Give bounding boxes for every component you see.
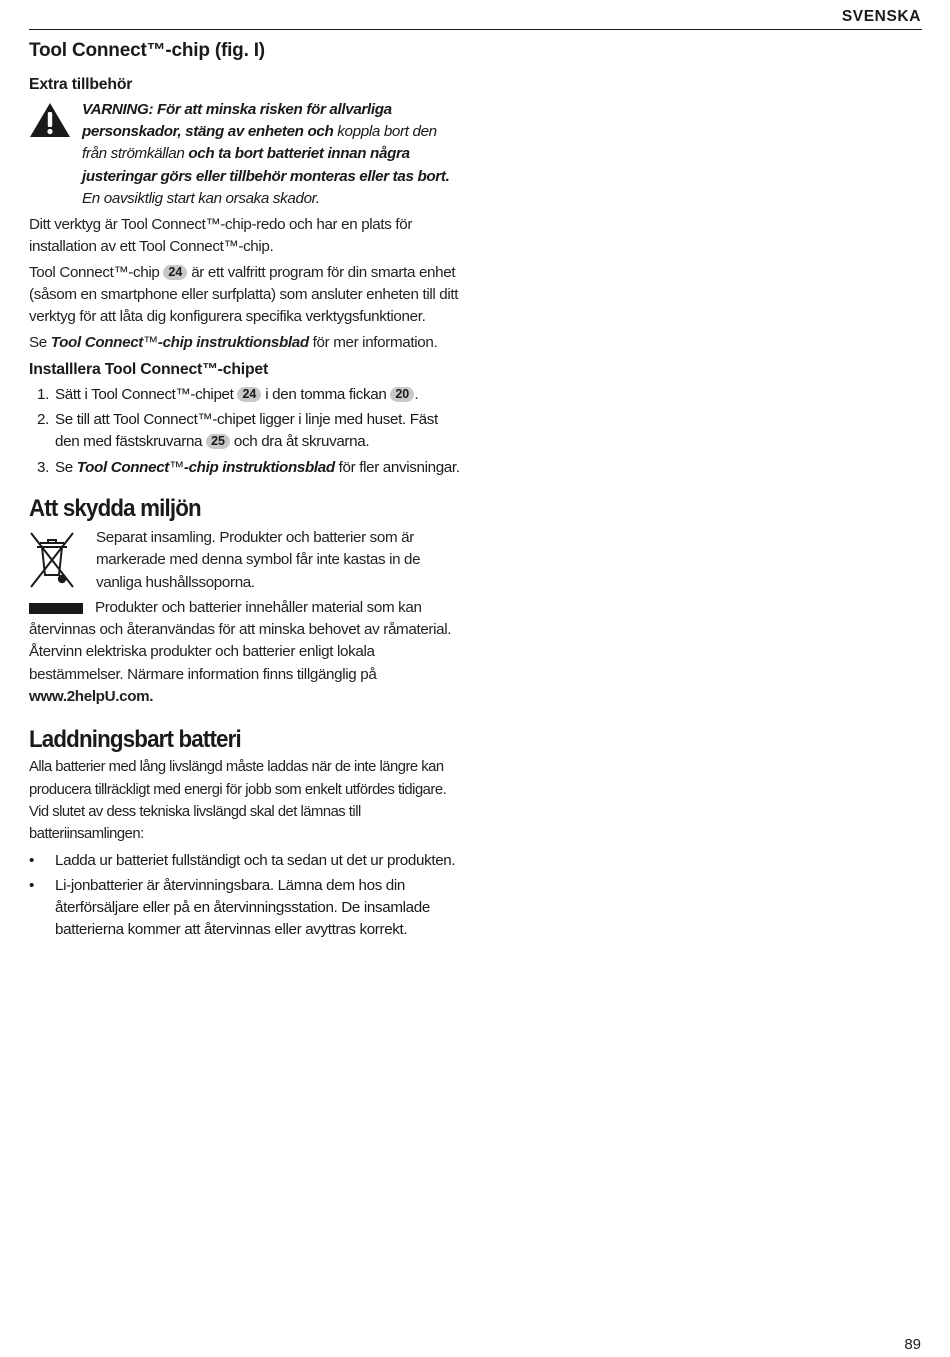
- language-label: SVENSKA: [841, 8, 921, 25]
- text-span: kan återvinnas och återanvändas för att minska behovet av råmaterial. Återvinn elektriska produkter och batterier enligt lokala bestämmelser. Närmare information finns tillgänglig på: [29, 598, 452, 683]
- separator-bar: [29, 603, 83, 614]
- accessories-heading: Extra tillbehör: [29, 76, 133, 93]
- doc-title: -chip instruktionsblad: [157, 333, 309, 351]
- battery-intro: Alla batterier med lång livslängd måste laddas när de inte längre kan producera tillräckligt med energi för jobb som enkelt utfördes tidigare. Vid slutet av dess tekniska livslängd skal det lämnas till batteriinsamlingen:: [29, 759, 447, 843]
- doc-title: Tool Connect: [76, 458, 170, 476]
- recycling-text: [29, 597, 461, 708]
- paragraph-see-instructions: [29, 332, 461, 354]
- text-span: Tool Connect™-chip: [29, 263, 164, 281]
- warning-text-bold: VARNING: För att minska risken för allvarliga personskador, stäng av enheten och: [82, 101, 392, 141]
- header-divider: [29, 29, 922, 30]
- text-span: Sätt i Tool Connect™-chipet: [55, 385, 238, 403]
- step-number: 2.: [37, 411, 49, 429]
- list-item: [29, 409, 461, 454]
- text-span: Li-jonbatterier är återvinningsbara. Lämna dem hos din återförsäljare eller på en återvinningsstation. De insamlade batterierna kommer att återvinnas eller avyttras korrekt.: [55, 876, 430, 939]
- warning-text-italic: koppla bort den från strömkällan: [82, 123, 437, 163]
- text-span: Se: [55, 458, 77, 476]
- step-number: 3.: [37, 458, 49, 476]
- text-span: Ladda ur batteriet fullständigt och ta sedan ut det ur produkten.: [55, 851, 456, 869]
- text-span: .: [414, 385, 419, 403]
- warning-triangle-icon: [29, 102, 71, 138]
- paragraph-chip-ready: Ditt verktyg är Tool Connect™-chip-redo och har en plats för installation av ett Tool Connect™-chip.: [29, 216, 413, 256]
- bullet: •: [29, 851, 34, 869]
- warning-text-italic-2: En oavsiktlig start kan orsaka skador.: [82, 189, 320, 207]
- content-column: [29, 38, 461, 945]
- install-heading: Installlera Tool Connect™-chipet: [29, 360, 269, 378]
- list-item: [29, 875, 461, 942]
- ref-badge: 24: [163, 265, 187, 280]
- text-span: är ett valfritt program för din smarta enhet (såsom en smartphone eller surfplatta) som ansluter enheten till ditt verktyg för att låta dig konfigurera specifika verktygsfunktioner.: [29, 263, 459, 326]
- separate-collection-text: Separat insamling. Produkter och batterier som är markerade med denna symbol får inte kastas in de vanliga hushållssoporna.: [96, 528, 421, 591]
- text-span: i den tomma fickan: [261, 385, 391, 403]
- warning-text-bold-2: och ta bort batteriet innan några justeringar görs eller tillbehör monteras eller tas bort.: [82, 145, 450, 185]
- tool-connect-title: Tool Connect™-chip (fig. I): [29, 40, 265, 61]
- website-link[interactable]: www.2helpU.com.: [29, 688, 154, 706]
- trademark: ™: [169, 458, 184, 476]
- step-number: 1.: [37, 385, 49, 403]
- battery-title: Laddningsbart batteri: [29, 726, 241, 754]
- text-span: Se till att Tool Connect™-chipet ligger i linje med huset. Fäst den med fästskruvarna: [55, 411, 438, 451]
- list-item: [29, 457, 461, 479]
- bullet: •: [29, 876, 34, 894]
- page-number: 89: [904, 1336, 921, 1353]
- list-item: [29, 384, 461, 406]
- crossed-out-wheelie-bin-icon: [29, 531, 75, 589]
- text-span: för mer information.: [308, 333, 438, 351]
- warning-block: [29, 99, 461, 210]
- text-span: och dra åt skruvarna.: [230, 433, 370, 451]
- ref-badge: 24: [237, 387, 261, 402]
- text-span: Produkter och batterier innehåller material som: [95, 598, 395, 616]
- text-span: för fler anvisningar.: [334, 458, 460, 476]
- ref-badge: 20: [390, 387, 414, 402]
- text-span: Se: [29, 333, 51, 351]
- paragraph-chip-description: [29, 262, 461, 329]
- environment-title: Att skydda miljön: [29, 494, 201, 522]
- environment-block: [29, 527, 461, 708]
- battery-bullets: [29, 850, 461, 942]
- ref-badge: 25: [206, 434, 230, 449]
- doc-title: Tool Connect: [50, 333, 144, 351]
- install-steps: [29, 384, 461, 479]
- list-item: [29, 850, 461, 872]
- doc-title: -chip instruktionsblad: [183, 458, 335, 476]
- trademark: ™: [143, 333, 158, 351]
